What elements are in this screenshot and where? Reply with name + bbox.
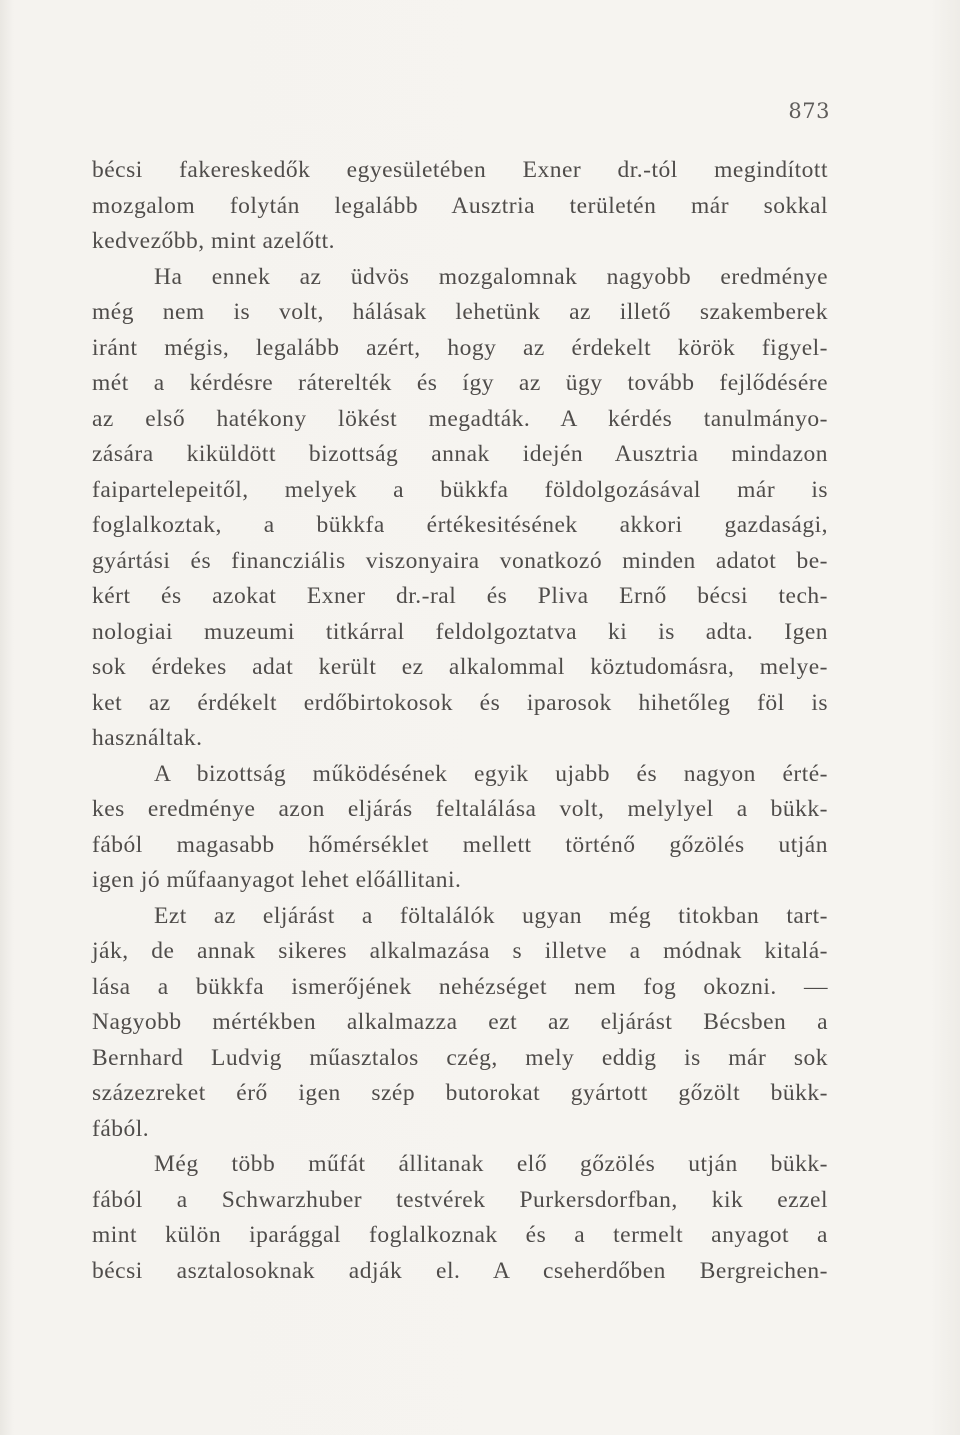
text-line: Nagyobb mértékben alkalmazza ezt az eljárást Bécsben a: [92, 1009, 828, 1035]
text-line: faipartelepeitől, melyek a bükkfa földolgozásával már is: [92, 476, 828, 503]
text-line: még nem is volt, hálásak lehetünk az illető szakemberek: [92, 299, 828, 325]
text-line: kes eredménye azon eljárás feltalálása volt, melylyel a bükk-: [92, 796, 828, 822]
text-line: A bizottság működésének egyik ujabb és nagyon érté-: [154, 760, 828, 787]
text-line: mint külön iparággal foglalkoznak és a termelt anyagot a: [92, 1222, 828, 1248]
text-line: nologiai muzeumi titkárral feldolgoztatva ki is adta. Igen: [92, 618, 828, 645]
text-line: fából a Schwarzhuber testvérek Purkersdorfban, kik ezzel: [92, 1186, 828, 1213]
text-line: kért és azokat Exner dr.-ral és Pliva Ernő bécsi tech-: [92, 583, 828, 609]
text-line: fából magasabb hőmérséklet mellett történő gőzölés utján: [92, 831, 828, 858]
text-line: Ezt az eljárást a föltalálók ugyan még titokban tart-: [154, 902, 828, 929]
text-line: kedvezőbb, mint azelőtt.: [92, 228, 336, 254]
text-line: foglalkoztak, a bükkfa értékesitésének akkori gazdasági,: [92, 512, 828, 538]
text-line: zására kiküldött bizottság annak idején Ausztria mindazon: [92, 441, 828, 467]
text-line: használtak.: [92, 725, 203, 751]
text-line: sok érdekes adat került ez alkalommal köztudomásra, melye-: [92, 654, 828, 680]
text-line: Bernhard Ludvig műasztalos czég, mely eddig is már sok: [92, 1044, 828, 1071]
text-line: Ha ennek az üdvös mozgalomnak nagyobb eredménye: [154, 263, 828, 290]
text-line: mét a kérdésre ráterelték és így az ügy tovább fejlődésére: [92, 370, 828, 396]
text-line: igen jó műfaanyagot lehet előállitani.: [92, 867, 462, 893]
text-line: az első hatékony lökést megadták. A kérdés tanulmányo-: [92, 405, 828, 432]
text-line: mozgalom folytán legalább Ausztria területén már sokkal: [92, 192, 828, 219]
text-line: bécsi asztalosoknak adják el. A cseherdőben Bergreichen-: [92, 1257, 828, 1284]
text-line: ják, de annak sikeres alkalmazása s illetve a módnak kitalá-: [92, 938, 828, 964]
page-number: 873: [788, 99, 830, 123]
text-line: gyártási és financziális viszonyaira vonatkozó minden adatot be-: [92, 547, 828, 574]
text-line: fából.: [92, 1115, 150, 1142]
text-line: Még több műfát állitanak elő gőzölés utján bükk-: [154, 1151, 828, 1177]
text-line: lása a bükkfa ismerőjének nehézséget nem fog okozni. —: [92, 973, 828, 1000]
text-line: bécsi fakereskedők egyesületében Exner dr.-tól megindított: [92, 157, 828, 183]
text-line: ket az érdékelt erdőbirtokosok és iparosok hihetőleg föl is: [92, 689, 828, 716]
text-line: iránt mégis, legalább azért, hogy az érdekelt körök figyel-: [92, 334, 828, 361]
text-line: százezreket érő igen szép butorokat gyártott gőzölt bükk-: [92, 1080, 828, 1106]
body-text: [92, 153, 828, 1289]
